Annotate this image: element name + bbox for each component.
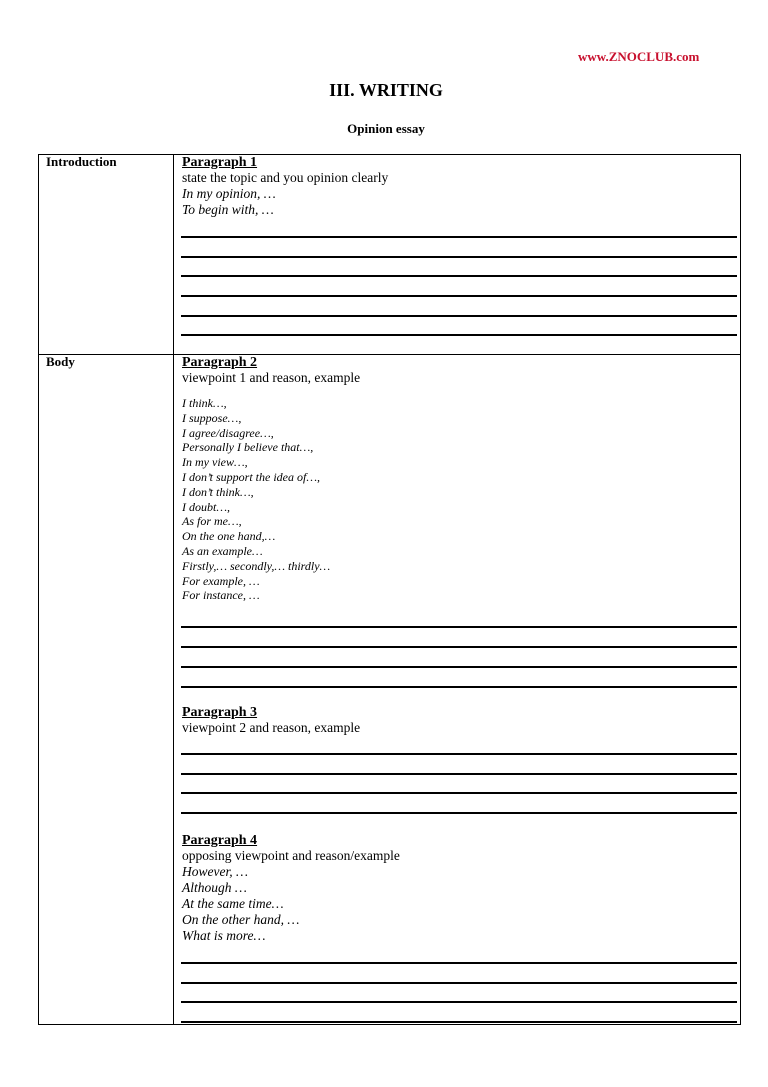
phrase: On the other hand, … bbox=[182, 912, 300, 927]
writing-line[interactable] bbox=[181, 626, 737, 628]
phrase: As for me…, bbox=[182, 514, 242, 529]
phrase: For instance, … bbox=[182, 588, 260, 603]
phrase: Personally I believe that…, bbox=[182, 440, 314, 455]
phrase: However, … bbox=[182, 864, 248, 879]
phrase: What is more… bbox=[182, 928, 266, 943]
paragraph-1-block bbox=[182, 155, 737, 218]
writing-line[interactable] bbox=[181, 982, 737, 984]
phrase: On the one hand,… bbox=[182, 529, 276, 544]
phrase: I don’t think…, bbox=[182, 484, 254, 499]
paragraph-1-title: Paragraph 1 bbox=[182, 155, 258, 170]
phrase: I think…, bbox=[182, 396, 227, 410]
writing-line[interactable] bbox=[181, 962, 737, 964]
phrase: I doubt…, bbox=[182, 499, 230, 514]
writing-line[interactable] bbox=[181, 334, 737, 336]
writing-line[interactable] bbox=[181, 686, 737, 688]
paragraph-3-title: Paragraph 3 bbox=[182, 705, 258, 720]
writing-line[interactable] bbox=[181, 275, 737, 277]
writing-line[interactable] bbox=[181, 792, 737, 794]
phrase: I don’t support the idea of…, bbox=[182, 469, 320, 484]
section-title: III. WRITING bbox=[329, 80, 443, 100]
writing-line[interactable] bbox=[181, 295, 737, 297]
site-url[interactable]: www.ZNOCLUB.com bbox=[578, 49, 700, 64]
writing-line[interactable] bbox=[181, 666, 737, 668]
column-divider bbox=[173, 154, 174, 1025]
paragraph-3-description: viewpoint 2 and reason, example bbox=[182, 720, 361, 735]
section-subtitle: Opinion essay bbox=[347, 121, 425, 136]
paragraph-2-block bbox=[182, 355, 737, 603]
phrase: At the same time… bbox=[182, 896, 284, 911]
phrase: For example, … bbox=[182, 573, 260, 588]
writing-line[interactable] bbox=[181, 315, 737, 317]
phrase: To begin with, … bbox=[182, 202, 274, 217]
paragraph-2-title: Paragraph 2 bbox=[182, 355, 258, 370]
phrase: In my view…, bbox=[182, 455, 248, 470]
paragraph-2-description: viewpoint 1 and reason, example bbox=[182, 370, 361, 385]
row-label-introduction: Introduction bbox=[46, 154, 117, 169]
writing-line[interactable] bbox=[181, 773, 737, 775]
writing-line[interactable] bbox=[181, 256, 737, 258]
phrase: I agree/disagree…, bbox=[182, 425, 274, 440]
paragraph-4-block bbox=[182, 833, 737, 944]
phrase: I suppose…, bbox=[182, 410, 242, 425]
paragraph-3-block bbox=[182, 705, 737, 736]
paragraph-4-title: Paragraph 4 bbox=[182, 833, 258, 848]
phrase: Firstly,… secondly,… thirdly… bbox=[182, 558, 331, 573]
writing-line[interactable] bbox=[181, 1021, 737, 1023]
row-label-body: Body bbox=[46, 354, 75, 369]
phrase: As an example… bbox=[182, 543, 263, 558]
paragraph-1-description: state the topic and you opinion clearly bbox=[182, 170, 389, 185]
writing-line[interactable] bbox=[181, 236, 737, 238]
paragraph-4-description: opposing viewpoint and reason/example bbox=[182, 848, 400, 863]
writing-line[interactable] bbox=[181, 1001, 737, 1003]
writing-line[interactable] bbox=[181, 753, 737, 755]
phrase: In my opinion, … bbox=[182, 186, 276, 201]
writing-line[interactable] bbox=[181, 646, 737, 648]
phrase: Although … bbox=[182, 880, 247, 895]
writing-line[interactable] bbox=[181, 812, 737, 814]
